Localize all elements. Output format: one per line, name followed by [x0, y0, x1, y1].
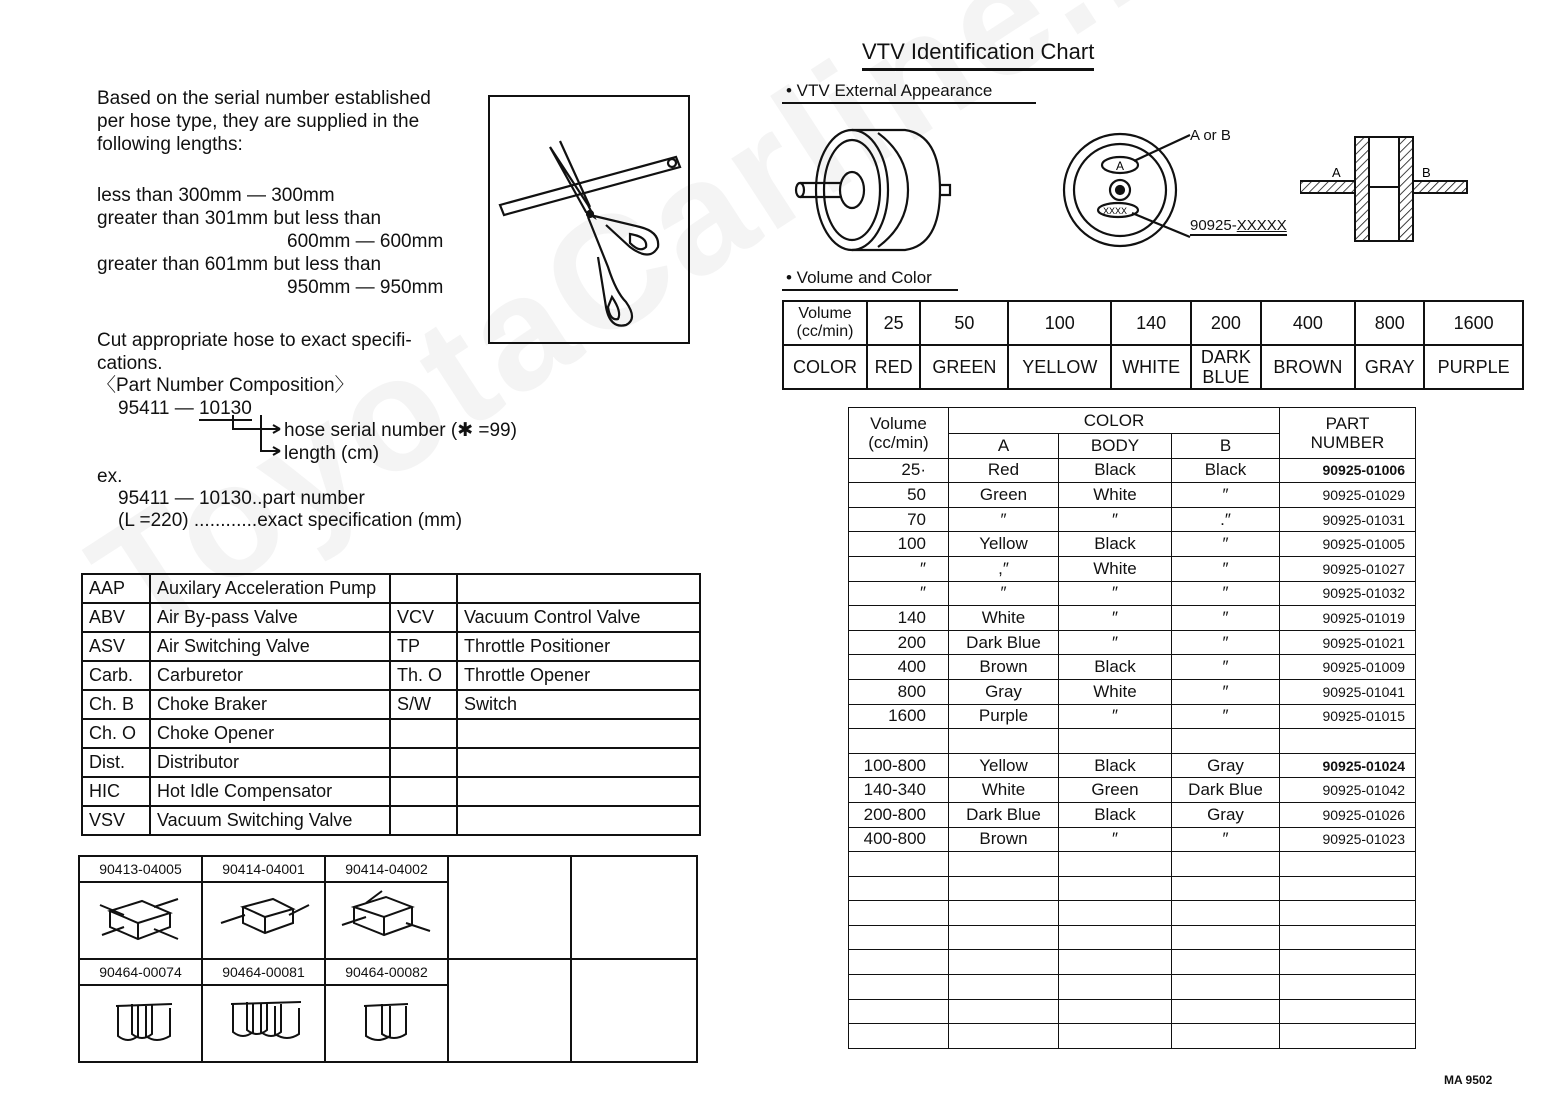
abbreviation-abbr2: [390, 748, 457, 777]
id-cell-vol: 70: [849, 507, 949, 532]
cut-instruction: Cut appropriate hose to exact specifi- cations.: [97, 330, 412, 374]
id-cell-pn: 90925-01021: [1280, 630, 1416, 655]
id-cell-pn: 90925-01031: [1280, 507, 1416, 532]
id-cell-body: ″: [1059, 630, 1172, 655]
abbreviation-meaning2: [457, 777, 700, 806]
abbreviation-meaning: Auxilary Acceleration Pump: [150, 574, 390, 603]
id-cell-pn: [1280, 852, 1416, 877]
id-cell-b: [1172, 876, 1280, 901]
abbreviation-abbr2: [390, 806, 457, 835]
id-cell-a: Dark Blue: [949, 630, 1059, 655]
abbreviation-abbr2: S/W: [390, 690, 457, 719]
volume-color-table: [782, 300, 1524, 390]
id-cell-pn: [1280, 876, 1416, 901]
id-table-row: [849, 729, 1416, 754]
id-table-row: [849, 630, 1416, 655]
vc-volume-cell: 400: [1261, 301, 1356, 345]
id-cell-body: ″: [1059, 507, 1172, 532]
id-cell-pn: 90925-01009: [1280, 655, 1416, 680]
id-table-row: [849, 581, 1416, 606]
vtv-face-drawing: [1060, 125, 1195, 255]
id-cell-body: [1059, 950, 1172, 975]
straight-connector-icon: [202, 882, 325, 959]
abbreviation-meaning: Choke Braker: [150, 690, 390, 719]
id-cell-b: [1172, 1024, 1280, 1049]
id-table-row: [849, 802, 1416, 827]
id-cell-b: ″: [1172, 655, 1280, 680]
id-cell-a: Yellow: [949, 753, 1059, 778]
id-cell-pn: 90925-01041: [1280, 679, 1416, 704]
id-table-row: [849, 852, 1416, 877]
id-cell-body: [1059, 925, 1172, 950]
example-line-2: (L =220) ............exact specification (mm): [118, 510, 463, 531]
abbreviation-row: [82, 777, 700, 806]
id-cell-body: Black: [1059, 802, 1172, 827]
label-a-or-b: A or B: [1190, 127, 1231, 144]
id-cell-body: ″: [1059, 704, 1172, 729]
intro-text: Based on the serial number established per hose type, they are supplied in the following lengths:: [97, 88, 431, 155]
abbreviation-meaning2: [457, 574, 700, 603]
tee-connector-icon: [325, 882, 448, 959]
vc-color-cell: RED: [867, 345, 920, 389]
clip-part-number: 90464-00081: [202, 959, 325, 985]
id-cell-body: ″: [1059, 581, 1172, 606]
id-table-row: [849, 655, 1416, 680]
abbreviation-row: [82, 632, 700, 661]
id-cell-pn: [1280, 729, 1416, 754]
id-cell-body: Black: [1059, 655, 1172, 680]
id-cell-body: [1059, 975, 1172, 1000]
abbreviation-meaning: Air By-pass Valve: [150, 603, 390, 632]
quad-clip-icon: [202, 985, 325, 1062]
id-cell-pn: [1280, 925, 1416, 950]
abbreviation-row: [82, 574, 700, 603]
id-cell-vol: [849, 729, 949, 754]
vc-color-header: COLOR: [783, 345, 867, 389]
id-table-row: [849, 458, 1416, 483]
id-cell-vol: [849, 1024, 949, 1049]
id-cell-vol: [849, 925, 949, 950]
id-cell-vol: 800: [849, 679, 949, 704]
double-clip-icon: [325, 985, 448, 1062]
id-cell-b: ″: [1172, 581, 1280, 606]
id-cell-vol: 25·: [849, 458, 949, 483]
abbreviation-row: [82, 719, 700, 748]
id-cell-pn: 90925-01042: [1280, 778, 1416, 803]
abbreviation-row: [82, 748, 700, 777]
abbreviation-abbr2: Th. O: [390, 661, 457, 690]
page-title: VTV Identification Chart: [862, 38, 1094, 71]
id-table-row: [849, 1024, 1416, 1049]
abbreviation-meaning: Vacuum Switching Valve: [150, 806, 390, 835]
scissors-icon: [490, 97, 688, 342]
abbreviation-meaning: Carburetor: [150, 661, 390, 690]
label-serial: hose serial number (✱ =99): [284, 420, 517, 441]
id-cell-a: Red: [949, 458, 1059, 483]
id-cell-a: Dark Blue: [949, 802, 1059, 827]
section-label-b: B: [1422, 165, 1431, 180]
id-volume-header: Volume (cc/min): [849, 408, 949, 459]
id-cell-b: [1172, 925, 1280, 950]
id-cell-pn: [1280, 950, 1416, 975]
id-cell-b: Gray: [1172, 802, 1280, 827]
id-cell-vol: 100-800: [849, 753, 949, 778]
id-cell-b: [1172, 950, 1280, 975]
vc-color-cell: PURPLE: [1424, 345, 1523, 389]
id-cell-a: [949, 876, 1059, 901]
vtv-identification-table: [848, 407, 1416, 1049]
id-cell-b: ″: [1172, 827, 1280, 852]
id-cell-a: Brown: [949, 827, 1059, 852]
abbreviation-abbr2: [390, 719, 457, 748]
id-cell-a: Brown: [949, 655, 1059, 680]
cross-connector-icon: [79, 882, 202, 959]
id-cell-body: White: [1059, 556, 1172, 581]
id-cell-vol: 140: [849, 606, 949, 631]
abbreviation-meaning2: Vacuum Control Valve: [457, 603, 700, 632]
id-cell-a: White: [949, 606, 1059, 631]
id-cell-body: ″: [1059, 606, 1172, 631]
id-cell-vol: 400-800: [849, 827, 949, 852]
id-cell-b: [1172, 729, 1280, 754]
id-cell-body: White: [1059, 483, 1172, 508]
abbreviation-row: [82, 603, 700, 632]
id-cell-b: ″: [1172, 483, 1280, 508]
id-table-row: [849, 975, 1416, 1000]
id-cell-a: Yellow: [949, 532, 1059, 557]
abbreviation-abbr: HIC: [82, 777, 150, 806]
id-cell-vol: 140-340: [849, 778, 949, 803]
id-cell-pn: 90925-01015: [1280, 704, 1416, 729]
vc-volume-cell: 200: [1191, 301, 1260, 345]
id-cell-pn: 90925-01023: [1280, 827, 1416, 852]
id-cell-b: Black: [1172, 458, 1280, 483]
id-cell-a: Gray: [949, 679, 1059, 704]
id-cell-a: White: [949, 778, 1059, 803]
id-cell-b: [1172, 852, 1280, 877]
id-cell-b: ″: [1172, 704, 1280, 729]
vtv-perspective-drawing: [790, 125, 960, 255]
face-label-x: XXXX: [1103, 206, 1128, 216]
vc-volume-cell: 100: [1008, 301, 1111, 345]
id-cell-vol: 400: [849, 655, 949, 680]
abbreviation-meaning2: Switch: [457, 690, 700, 719]
abbreviation-meaning2: [457, 719, 700, 748]
id-color-header: COLOR: [949, 408, 1280, 434]
id-b-header: B: [1172, 434, 1280, 459]
vc-volume-header: Volume (cc/min): [783, 301, 867, 345]
id-cell-pn: 90925-01032: [1280, 581, 1416, 606]
abbreviation-row: [82, 806, 700, 835]
id-table-row: [849, 679, 1416, 704]
id-cell-pn: 90925-01019: [1280, 606, 1416, 631]
example-line-1: 95411 — 10130..part number: [118, 488, 365, 509]
id-cell-vol: 100: [849, 532, 949, 557]
id-table-row: [849, 556, 1416, 581]
vtv-cross-section-drawing: [1300, 133, 1470, 248]
vc-color-cell: GREEN: [920, 345, 1008, 389]
id-cell-a: Green: [949, 483, 1059, 508]
id-table-row: [849, 606, 1416, 631]
abbreviation-abbr: Ch. O: [82, 719, 150, 748]
id-cell-vol: ″: [849, 556, 949, 581]
id-a-header: A: [949, 434, 1059, 459]
vc-color-cell: DARK BLUE: [1191, 345, 1260, 389]
example-label: ex.: [97, 466, 123, 487]
id-cell-a: [949, 999, 1059, 1024]
id-cell-b: .″: [1172, 507, 1280, 532]
id-cell-pn: 90925-01006: [1280, 458, 1416, 483]
id-cell-body: [1059, 876, 1172, 901]
id-cell-vol: [849, 950, 949, 975]
id-cell-body: [1059, 729, 1172, 754]
label-length: length (cm): [284, 443, 380, 464]
id-cell-b: Dark Blue: [1172, 778, 1280, 803]
id-table-row: [849, 753, 1416, 778]
clip-part-number: 90464-00074: [79, 959, 202, 985]
id-table-row: [849, 704, 1416, 729]
scissors-illustration-frame: [488, 95, 690, 344]
id-cell-b: [1172, 901, 1280, 926]
id-cell-a: [949, 950, 1059, 975]
id-cell-vol: [849, 852, 949, 877]
id-cell-pn: 90925-01029: [1280, 483, 1416, 508]
id-cell-vol: 200: [849, 630, 949, 655]
abbreviation-meaning: Hot Idle Compensator: [150, 777, 390, 806]
abbreviation-meaning2: [457, 748, 700, 777]
vc-volume-cell: 140: [1111, 301, 1191, 345]
abbreviation-meaning2: Throttle Positioner: [457, 632, 700, 661]
vc-volume-cell: 1600: [1424, 301, 1523, 345]
id-cell-vol: [849, 901, 949, 926]
abbreviation-abbr: AAP: [82, 574, 150, 603]
abbreviation-table: [81, 573, 701, 836]
id-cell-a: Purple: [949, 704, 1059, 729]
vc-volume-cell: 50: [920, 301, 1008, 345]
id-table-row: [849, 532, 1416, 557]
vc-volume-cell: 25: [867, 301, 920, 345]
id-cell-body: ″: [1059, 827, 1172, 852]
id-cell-vol: ″: [849, 581, 949, 606]
id-cell-vol: 200-800: [849, 802, 949, 827]
id-cell-b: ″: [1172, 679, 1280, 704]
abbreviation-meaning: Air Switching Valve: [150, 632, 390, 661]
id-cell-b: [1172, 975, 1280, 1000]
label-part-number-pattern: 90925-XXXXX: [1190, 217, 1287, 234]
connector-part-number: 90414-04002: [325, 856, 448, 882]
id-table-row: [849, 925, 1416, 950]
id-table-row: [849, 876, 1416, 901]
abbreviation-meaning2: Throttle Opener: [457, 661, 700, 690]
id-cell-a: [949, 925, 1059, 950]
connector-part-number: 90413-04005: [79, 856, 202, 882]
abbreviation-abbr2: [390, 574, 457, 603]
abbreviation-row: [82, 661, 700, 690]
id-cell-b: ″: [1172, 532, 1280, 557]
id-cell-pn: 90925-01026: [1280, 802, 1416, 827]
id-part-number-header: PART NUMBER: [1280, 408, 1416, 459]
section-external-appearance: • VTV External Appearance: [782, 80, 1036, 104]
vc-volume-cell: 800: [1355, 301, 1424, 345]
section-label-a: A: [1332, 165, 1341, 180]
id-cell-a: ″: [949, 581, 1059, 606]
id-cell-b: Gray: [1172, 753, 1280, 778]
id-cell-body: [1059, 999, 1172, 1024]
id-cell-vol: [849, 975, 949, 1000]
abbreviation-meaning: Distributor: [150, 748, 390, 777]
id-cell-pn: 90925-01027: [1280, 556, 1416, 581]
id-cell-vol: [849, 876, 949, 901]
id-cell-pn: [1280, 999, 1416, 1024]
id-cell-body: Black: [1059, 532, 1172, 557]
id-cell-a: [949, 901, 1059, 926]
id-cell-a: ″: [949, 507, 1059, 532]
id-cell-a: [949, 975, 1059, 1000]
vc-color-cell: YELLOW: [1008, 345, 1111, 389]
id-body-header: BODY: [1059, 434, 1172, 459]
connector-part-number: 90414-04001: [202, 856, 325, 882]
triple-clip-icon: [79, 985, 202, 1062]
id-table-row: [849, 901, 1416, 926]
abbreviation-abbr: Dist.: [82, 748, 150, 777]
face-label-a: A: [1116, 159, 1125, 173]
id-cell-a: [949, 852, 1059, 877]
id-table-row: [849, 827, 1416, 852]
abbreviation-abbr: VSV: [82, 806, 150, 835]
id-table-row: [849, 778, 1416, 803]
id-table-row: [849, 950, 1416, 975]
vc-color-cell: BROWN: [1261, 345, 1356, 389]
id-cell-body: White: [1059, 679, 1172, 704]
id-cell-body: [1059, 1024, 1172, 1049]
clip-part-number: 90464-00082: [325, 959, 448, 985]
id-cell-vol: 50: [849, 483, 949, 508]
id-cell-pn: 90925-01005: [1280, 532, 1416, 557]
id-cell-b: ″: [1172, 556, 1280, 581]
id-cell-b: [1172, 999, 1280, 1024]
abbreviation-abbr: Carb.: [82, 661, 150, 690]
abbreviation-abbr2: TP: [390, 632, 457, 661]
abbreviation-abbr2: VCV: [390, 603, 457, 632]
id-cell-body: Green: [1059, 778, 1172, 803]
abbreviation-meaning: Choke Opener: [150, 719, 390, 748]
id-cell-a: [949, 1024, 1059, 1049]
id-cell-body: Black: [1059, 458, 1172, 483]
id-cell-b: ″: [1172, 606, 1280, 631]
footer-code: MA 9502: [1444, 1073, 1493, 1087]
composition-part-number: 95411 — 10130: [118, 398, 252, 419]
id-cell-a: [949, 729, 1059, 754]
connector-table: [78, 855, 698, 1063]
abbreviation-meaning2: [457, 806, 700, 835]
id-cell-a: ,″: [949, 556, 1059, 581]
id-cell-pn: [1280, 1024, 1416, 1049]
id-cell-body: [1059, 852, 1172, 877]
id-cell-vol: [849, 999, 949, 1024]
id-table-row: [849, 483, 1416, 508]
id-cell-pn: [1280, 901, 1416, 926]
abbreviation-row: [82, 690, 700, 719]
id-table-row: [849, 507, 1416, 532]
id-cell-body: [1059, 901, 1172, 926]
length-list: less than 300mm — 300mm greater than 301mm but less than 600mm — 600mm greater than 601mm but less than 950mm — 950mm: [97, 185, 444, 298]
vc-color-cell: WHITE: [1111, 345, 1191, 389]
abbreviation-abbr: Ch. B: [82, 690, 150, 719]
vc-color-cell: GRAY: [1355, 345, 1424, 389]
abbreviation-abbr: ABV: [82, 603, 150, 632]
id-cell-vol: 1600: [849, 704, 949, 729]
id-cell-pn: [1280, 975, 1416, 1000]
id-table-row: [849, 999, 1416, 1024]
id-cell-body: Black: [1059, 753, 1172, 778]
section-volume-and-color: • Volume and Color: [782, 267, 958, 291]
id-cell-b: ″: [1172, 630, 1280, 655]
abbreviation-abbr2: [390, 777, 457, 806]
composition-title: 〈Part Number Composition〉: [97, 375, 354, 396]
abbreviation-abbr: ASV: [82, 632, 150, 661]
id-cell-pn: 90925-01024: [1280, 753, 1416, 778]
